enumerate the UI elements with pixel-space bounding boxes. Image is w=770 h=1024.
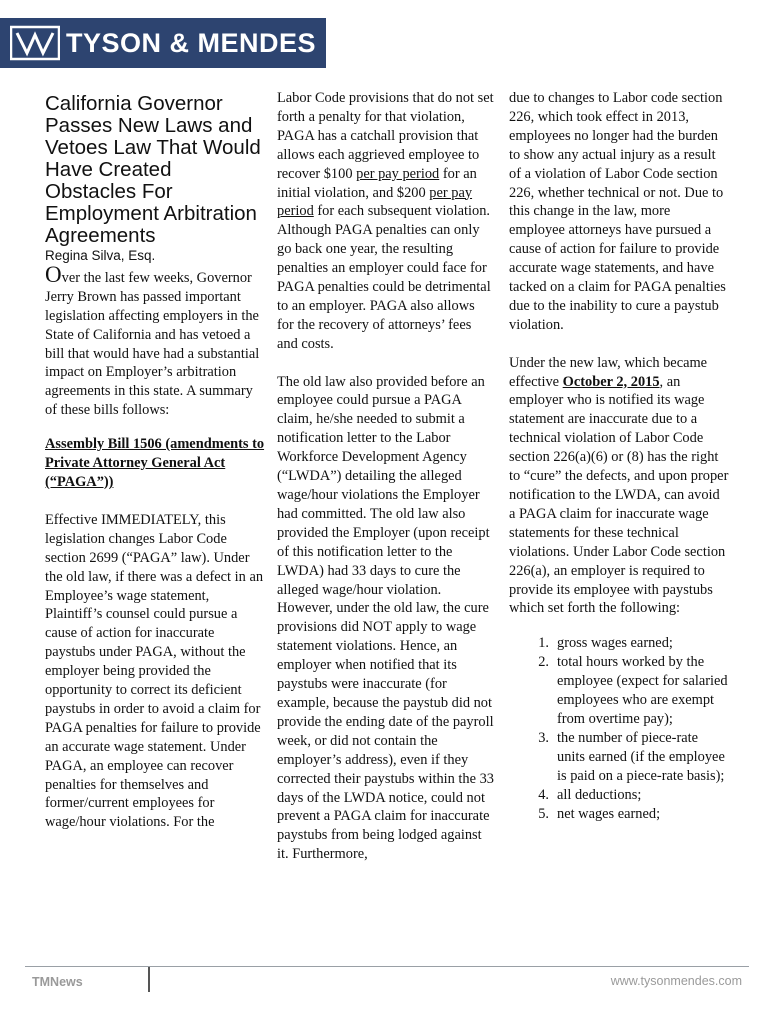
paragraph-5: Under the new law, which became effective October 2, 2015, an employer who is notified its wage statement are inaccurate due to a technical violation of Labor Code section 226(a)(6) or (8) has the right to “cure” the defects, and upon proper notification to the LWDA, can avoid a PAGA claim for inaccurate wage statements for these technical violations. Under Labor Code section 226(a), an employer is required to provide its employee with paystubs which set forth the following: [509,354,729,617]
paragraph-3: The old law also provided before an employee could pursue a PAGA claim, he/she needed to submit a notification letter to the Labor Workforce Development Agency (“LWDA”) detailing the alleged wage/hour violations the Employer had committed. The old law also provided the Employer (upon receipt of this notification letter to the LWDA) had 33 days to cure the alleged wage/hour violation. However, under the old law, the cure provisions did NOT apply to wage statement violations. Hence, an employer when notified that its paystubs were inaccurate (for example, because the paystub did not provide the ending date of the payroll week, or did not contain the employer’s address), even if they corrected their paystubs within the 33 days of the LWDA notice, could not prevent a PAGA claim for inaccurate paystubs from being lodged against it. Furthermore, [277,373,494,863]
effective-date: October 2, 2015 [562,373,660,390]
column-2 [277,89,495,864]
paystub-requirements-list [509,634,729,823]
list-item: 3. the number of piece-rate units earned (if the employee is paid on a piece-rate basis); [538,729,725,784]
column-3 [509,89,729,823]
drop-cap: O [45,261,62,287]
brand-name: TYSON & MENDES [66,27,317,58]
footer-tick [148,967,150,992]
paragraph-4: due to changes to Labor code section 226, which took effect in 2013, employees no longer had the burden to show any actual injury as a result of a violation of Labor Code section 226, whether technical or not. Due to this change in the law, more employee attorneys have pursued a cause of action for failure to provide accurate wage statements, and have tacked on a claim for PAGA penalties due to the inability to cure a paystub violation. [509,90,726,333]
footer-divider [25,966,749,967]
column-1 [45,89,265,832]
paragraph-1: Effective IMMEDIATELY, this legislation changes Labor Code section 2699 (“PAGA” law). Under the old law, if there was a defect in an Employee’s wage statement, Plaintiff’s counsel could pursue a cause of action for inaccurate paystubs under PAGA, without the employer being provided the opportunity to correct its deficient paystubs in order to avoid a claim for PAGA penalties for failure to provide an accurate wage statement. Under PAGA, an employee can recover penalties for themselves and former/current employees for wage/hour violations. For the [45,511,264,831]
intro-paragraph: Over the last few weeks, Governor Jerry Brown has passed important legislation affecting employers in the State of California and has vetoed a bill that would have had a substantial impact on Employer’s arbitration agreements in this state. A summary of these bills follows: [45,261,260,419]
brand-header [0,18,326,68]
footer-publication: TMNews [32,975,83,989]
article-title: California Governor Passes New Laws and Vetoes Law That Would Have Created Obstacles For Employment Arbitration Agreements [45,92,261,247]
footer-website-link[interactable]: www.tysonmendes.com [610,974,742,988]
list-item: 1. gross wages earned; [538,635,673,652]
section-heading: Assembly Bill 1506 (amendments to Private Attorney General Act (“PAGA”)) [45,436,265,490]
paragraph-2: Labor Code provisions that do not set forth a penalty for that violation, PAGA has a catchall provision that allows each aggrieved employee to recover $100 per pay period for an initial violation, and $200 per pay period for each subsequent violation. Although PAGA penalties can only go back one year, the resulting penalties an employer could face for PAGA penalties could be detrimental to an employer. PAGA also allows for the recovery of attorneys’ fees and costs. [277,90,494,352]
list-item: 2. total hours worked by the employee (expect for salaried employees who are exempt from overtime pay); [538,654,728,727]
tm-monogram-icon [10,25,60,61]
list-item: 5. net wages earned; [538,805,661,822]
list-item: 4. all deductions; [538,786,642,803]
article-author: Regina Silva, Esq. [45,248,156,263]
